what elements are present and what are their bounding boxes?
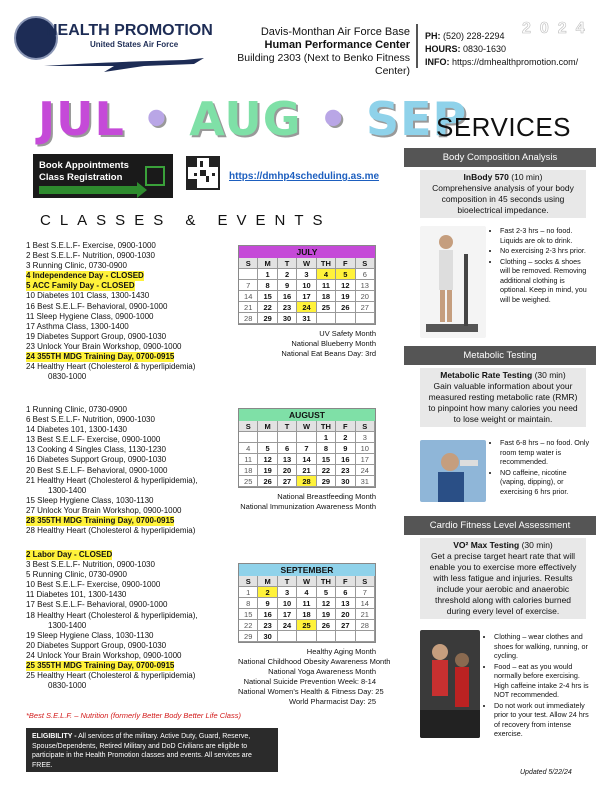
calendar-day: 29 bbox=[317, 476, 336, 487]
service-bullets-vo2 bbox=[484, 632, 590, 740]
logo-title: HEALTH PROMOTION bbox=[46, 22, 213, 39]
service-bar-metabolic: Metabolic Testing bbox=[404, 346, 596, 365]
calendar-day: 21 bbox=[239, 302, 258, 313]
calendar-day: 12 bbox=[258, 454, 277, 465]
calendar-day: 30 bbox=[278, 313, 297, 324]
event-item: 25 355TH MDG Training Day, 0700-0915 bbox=[26, 661, 175, 671]
calendar-day bbox=[317, 631, 336, 642]
book-appointments-button[interactable] bbox=[33, 154, 173, 198]
calendar-grid-box bbox=[238, 408, 376, 488]
service-name: Metabolic Rate Testing bbox=[440, 370, 533, 380]
calendar-day: 25 bbox=[317, 302, 336, 313]
event-item: 11 Diabetes 101, 1300-1430 bbox=[26, 590, 127, 600]
calendar-august bbox=[238, 408, 376, 512]
calendar-day-header: W bbox=[297, 576, 316, 587]
calendar-day-header: M bbox=[258, 421, 277, 432]
phone: (520) 228-2294 bbox=[443, 31, 505, 41]
calendar-day: 19 bbox=[258, 465, 277, 476]
calendar-day: 6 bbox=[356, 269, 375, 280]
service-desc-text: Get a precise target heart rate that will enable you to exercise more effectively with less fatigue and injuries. Results include your aerobic and anaerobic threshold along with calories burned during every level of exercise. bbox=[429, 551, 577, 616]
building-info: Building 2303 (Next to Benko Fitness Center) bbox=[237, 52, 410, 77]
calendar-day-header: T bbox=[278, 576, 297, 587]
calendar-day: 25 bbox=[239, 476, 258, 487]
calendar-day-header: F bbox=[336, 421, 355, 432]
event-item: 2 Labor Day - CLOSED bbox=[26, 550, 113, 559]
event-item: 16 Diabetes Support Group, 0900-1030 bbox=[26, 455, 167, 465]
service-duration: (30 min) bbox=[521, 540, 553, 550]
calendar-day: 18 bbox=[297, 609, 316, 620]
calendar-grid-box bbox=[238, 245, 376, 325]
event-item: 5 Running Clinic, 0730-0900 bbox=[26, 570, 127, 580]
eligibility-label: ELIGIBILITY - bbox=[32, 733, 77, 740]
calendar-day: 4 bbox=[317, 269, 336, 280]
calendar-day: 10 bbox=[356, 443, 375, 454]
calendar-day: 8 bbox=[258, 280, 277, 291]
calendar-day: 15 bbox=[239, 609, 258, 620]
classes-events-title: CLASSES & EVENTS bbox=[40, 212, 332, 229]
service-bullets-inbody bbox=[490, 226, 590, 305]
calendar-day bbox=[356, 313, 375, 324]
calendar-day: 26 bbox=[317, 620, 336, 631]
calendar-day: 15 bbox=[317, 454, 336, 465]
calendar-day: 17 bbox=[356, 454, 375, 465]
base-info bbox=[200, 26, 410, 78]
september-events-list bbox=[26, 550, 226, 691]
calendar-september bbox=[238, 563, 391, 707]
calendar-day: 31 bbox=[297, 313, 316, 324]
event-item: 2 Best S.E.L.F- Nutrition, 0900-1030 bbox=[26, 251, 155, 261]
calendar-day: 22 bbox=[317, 465, 336, 476]
calendar-notes bbox=[238, 492, 376, 512]
august-events-list bbox=[26, 405, 226, 536]
calendar-day-header: S bbox=[356, 258, 375, 269]
calendar-day: 7 bbox=[239, 280, 258, 291]
event-item: 17 Best S.E.L.F- Behavioral, 0900-1000 bbox=[26, 600, 168, 610]
calendar-day: 13 bbox=[278, 454, 297, 465]
calendar-day bbox=[297, 432, 316, 443]
logo-subtitle: United States Air Force bbox=[90, 40, 179, 49]
month-aug: AUG bbox=[189, 92, 302, 146]
observance-note: National Immunization Awareness Month bbox=[240, 502, 376, 511]
calendar-day: 4 bbox=[297, 587, 316, 598]
observance-note: World Pharmacist Day: 25 bbox=[289, 697, 376, 706]
calendar-day: 5 bbox=[317, 587, 336, 598]
calendar-day-header: S bbox=[239, 421, 258, 432]
calendar-day: 2 bbox=[278, 269, 297, 280]
calendar-day: 23 bbox=[278, 302, 297, 313]
calendar-day: 28 bbox=[356, 620, 375, 631]
calendar-day: 24 bbox=[297, 302, 316, 313]
calendar-day: 27 bbox=[336, 620, 355, 631]
updated-date: Updated 5/22/24 bbox=[520, 769, 572, 776]
calendar-day: 11 bbox=[317, 280, 336, 291]
event-item: 1 Running Clinic, 0730-0900 bbox=[26, 405, 127, 414]
calendar-day: 18 bbox=[239, 465, 258, 476]
calendar-day: 28 bbox=[239, 313, 258, 324]
event-item: 5 ACC Family Day - CLOSED bbox=[26, 281, 135, 291]
event-item: 19 Diabetes Support Group, 0900-1030 bbox=[26, 331, 167, 341]
calendar-day: 23 bbox=[336, 465, 355, 476]
service-bullet: • Clothing – wear clothes and shoes for walking, running, or cycling. bbox=[494, 632, 590, 661]
event-item: 3 Running Clinic, 0730-0900 bbox=[26, 261, 127, 271]
service-bullet: • NO caffeine, nicotine (vaping, dipping), or exercising 6 hrs prior. bbox=[500, 468, 590, 497]
calendar-day bbox=[356, 631, 375, 642]
calendar-day: 13 bbox=[356, 280, 375, 291]
event-item: 13 Cooking 4 Singles Class, 1130-1230 bbox=[26, 445, 166, 455]
header-divider bbox=[416, 24, 418, 68]
event-item: 24 Healthy Heart (Cholesterol & hyperlipidemia) bbox=[26, 362, 196, 372]
event-item: 18 Healthy Heart (Cholesterol & hyperlipidemia), bbox=[26, 610, 198, 620]
service-bullet: • Fast 2-3 hrs – no food. Liquids are ok to drink. bbox=[500, 226, 590, 245]
calendar-day-header: S bbox=[239, 258, 258, 269]
calendar-day: 18 bbox=[317, 291, 336, 302]
calendar-day: 21 bbox=[297, 465, 316, 476]
calendar-day: 22 bbox=[239, 620, 258, 631]
info-link[interactable]: https://dmhealthpromotion.com/ bbox=[452, 57, 579, 67]
event-item: 0830-1000 bbox=[48, 681, 87, 691]
calendar-day: 26 bbox=[336, 302, 355, 313]
calendar-day bbox=[297, 631, 316, 642]
event-item: 28 Healthy Heart (Cholesterol & hyperlipidemia) bbox=[26, 526, 196, 536]
calendar-day-header: T bbox=[278, 258, 297, 269]
event-item: 1300-1400 bbox=[48, 485, 87, 495]
event-item: 24 355TH MDG Training Day, 0700-0915 bbox=[26, 352, 175, 362]
event-item: 27 Unlock Your Brain Workshop, 0900-1000 bbox=[26, 505, 182, 515]
observance-note: National Childhood Obesity Awareness Month bbox=[238, 657, 391, 666]
calendar-day: 14 bbox=[356, 598, 375, 609]
service-bar-cardio: Cardio Fitness Level Assessment bbox=[404, 516, 596, 535]
calendar-day: 12 bbox=[336, 280, 355, 291]
observance-note: UV Safety Month bbox=[319, 329, 376, 338]
service-desc-inbody bbox=[420, 170, 586, 218]
calendar-day: 16 bbox=[278, 291, 297, 302]
calendar-day: 26 bbox=[258, 476, 277, 487]
event-item: 13 Best S.E.L.F- Exercise, 0900-1000 bbox=[26, 435, 161, 445]
service-bullet: • Clothing – socks & shoes will be removed. Removing additional clothing is optional. Keep in mind, you will be weighed. bbox=[500, 257, 590, 305]
inbody-photo bbox=[420, 226, 486, 338]
event-item: 16 Best S.E.L.F- Behavioral, 0900-1000 bbox=[26, 301, 168, 311]
calendar-day: 3 bbox=[278, 587, 297, 598]
calendar-day: 25 bbox=[297, 620, 316, 631]
vo2-photo bbox=[420, 630, 480, 738]
calendar-day bbox=[278, 432, 297, 443]
calendar-day: 20 bbox=[356, 291, 375, 302]
calendar-day: 16 bbox=[336, 454, 355, 465]
arrow-icon bbox=[39, 186, 139, 194]
event-item: 10 Best S.E.L.F- Exercise, 0900-1000 bbox=[26, 580, 161, 590]
calendar-day: 19 bbox=[317, 609, 336, 620]
service-duration: (10 min) bbox=[511, 172, 543, 182]
month-jul: JUL bbox=[38, 92, 125, 146]
calendar-day: 30 bbox=[336, 476, 355, 487]
calendar-day-header: TH bbox=[317, 576, 336, 587]
event-item: 17 Asthma Class, 1300-1400 bbox=[26, 321, 129, 331]
calendar-day: 13 bbox=[336, 598, 355, 609]
calendar-day: 24 bbox=[356, 465, 375, 476]
calendar-day: 15 bbox=[258, 291, 277, 302]
observance-note: National Suicide Prevention Week: 8-14 bbox=[243, 677, 376, 686]
calendar-day: 9 bbox=[336, 443, 355, 454]
qr-code-icon[interactable] bbox=[186, 156, 220, 190]
event-item: 20 Diabetes Support Group, 0900-1030 bbox=[26, 640, 167, 650]
event-item: 23 Unlock Your Brain Workshop, 0900-1000 bbox=[26, 341, 182, 351]
month-sep: SEP bbox=[365, 92, 468, 146]
calendar-day: 28 bbox=[297, 476, 316, 487]
event-item: 10 Diabetes 101 Class, 1300-1430 bbox=[26, 291, 150, 301]
calendar-notes bbox=[238, 647, 391, 707]
calendar-day: 5 bbox=[336, 269, 355, 280]
service-bullets-metabolic bbox=[490, 438, 590, 497]
service-name: VO² Max Testing bbox=[453, 540, 520, 550]
calendar-day: 11 bbox=[297, 598, 316, 609]
calendar-icon bbox=[145, 166, 165, 186]
calendar-day-header: W bbox=[297, 421, 316, 432]
july-events-list bbox=[26, 241, 226, 382]
calendar-day-header: W bbox=[297, 258, 316, 269]
calendar-day-header: F bbox=[336, 576, 355, 587]
calendar-month-title: JULY bbox=[239, 246, 375, 258]
calendar-day: 5 bbox=[258, 443, 277, 454]
calendar-day: 1 bbox=[317, 432, 336, 443]
calendar-day-header: S bbox=[356, 421, 375, 432]
calendar-day: 3 bbox=[297, 269, 316, 280]
calendar-day: 3 bbox=[356, 432, 375, 443]
calendar-day: 29 bbox=[239, 631, 258, 642]
jet-icon bbox=[44, 52, 204, 74]
event-item: 1 Best S.E.L.F- Exercise, 0900-1000 bbox=[26, 241, 156, 250]
calendar-day bbox=[317, 313, 336, 324]
base-name: Davis-Monthan Air Force Base bbox=[260, 26, 410, 38]
event-item: 1300-1400 bbox=[48, 620, 87, 630]
calendar-day: 16 bbox=[258, 609, 277, 620]
event-item: 11 Sleep Hygiene Class, 0900-1000 bbox=[26, 311, 154, 321]
calendar-day: 27 bbox=[278, 476, 297, 487]
calendar-day: 10 bbox=[297, 280, 316, 291]
service-bullet: • Do not work out immediately prior to your test. Allow 24 hrs of recovery from intense exercise. bbox=[494, 701, 590, 739]
calendar-day bbox=[239, 432, 258, 443]
service-bullet: • Food – eat as you would normally before exercising. High caffeine intake 2-4 hrs is NOT recommended. bbox=[494, 662, 590, 700]
calendar-day-header: M bbox=[258, 576, 277, 587]
calendar-day: 29 bbox=[258, 313, 277, 324]
calendar-day: 14 bbox=[297, 454, 316, 465]
months-banner bbox=[38, 92, 467, 146]
book-line2: Class Registration bbox=[39, 172, 123, 183]
calendar-day: 10 bbox=[278, 598, 297, 609]
event-item: 19 Sleep Hygiene Class, 1030-1130 bbox=[26, 630, 154, 640]
calendar-notes bbox=[238, 329, 376, 359]
scheduling-link[interactable]: https://dmhp4scheduling.as.me bbox=[229, 171, 380, 182]
calendar-day-header: TH bbox=[317, 258, 336, 269]
service-desc-text: Gain valuable information about your measured resting metabolic rate (RMR) to pinpoint how many calories you need to lose weight or maintain. bbox=[428, 381, 578, 424]
observance-note: National Yoga Awareness Month bbox=[268, 667, 376, 676]
metabolic-photo bbox=[420, 440, 486, 502]
calendar-day-header: S bbox=[239, 576, 258, 587]
calendar-day: 17 bbox=[297, 291, 316, 302]
calendar-day-header: TH bbox=[317, 421, 336, 432]
observance-note: National Blueberry Month bbox=[291, 339, 376, 348]
calendar-day: 14 bbox=[239, 291, 258, 302]
event-item: 4 Independence Day - CLOSED bbox=[26, 271, 144, 281]
service-bar-body-composition: Body Composition Analysis bbox=[404, 148, 596, 167]
observance-note: National Breastfeeding Month bbox=[277, 492, 376, 501]
calendar-day: 31 bbox=[356, 476, 375, 487]
calendar-day: 11 bbox=[239, 454, 258, 465]
calendar-day: 21 bbox=[356, 609, 375, 620]
calendar-day: 23 bbox=[258, 620, 277, 631]
calendar-day: 19 bbox=[336, 291, 355, 302]
event-item: 6 Best S.E.L.F- Nutrition, 0900-1030 bbox=[26, 415, 155, 425]
calendar-day: 22 bbox=[258, 302, 277, 313]
service-desc-vo2 bbox=[420, 538, 586, 619]
calendar-day: 4 bbox=[239, 443, 258, 454]
calendar-day: 24 bbox=[278, 620, 297, 631]
calendar-day: 1 bbox=[239, 587, 258, 598]
event-item: 3 Best S.E.L.F- Nutrition, 0900-1030 bbox=[26, 560, 155, 570]
month-separator: • bbox=[318, 92, 349, 146]
calendar-day: 8 bbox=[239, 598, 258, 609]
calendar-grid-box bbox=[238, 563, 376, 643]
calendar-day: 20 bbox=[278, 465, 297, 476]
services-title: SERVICES bbox=[436, 112, 572, 142]
info-label: INFO: bbox=[425, 57, 450, 67]
event-item: 14 Diabetes 101, 1300-1430 bbox=[26, 425, 127, 435]
calendar-day-header: M bbox=[258, 258, 277, 269]
event-item: 20 Best S.E.L.F- Behavioral, 0900-1000 bbox=[26, 465, 168, 475]
calendar-day: 30 bbox=[258, 631, 277, 642]
calendar-day: 9 bbox=[278, 280, 297, 291]
calendar-day: 2 bbox=[258, 587, 277, 598]
event-item: 21 Healthy Heart (Cholesterol & hyperlipidemia), bbox=[26, 475, 198, 485]
service-desc-metabolic bbox=[420, 368, 586, 427]
year: 2024 bbox=[522, 20, 594, 37]
phone-label: PH: bbox=[425, 31, 441, 41]
calendar-day bbox=[258, 432, 277, 443]
calendar-day bbox=[336, 313, 355, 324]
calendar-day bbox=[278, 631, 297, 642]
month-separator: • bbox=[141, 92, 173, 146]
observance-note: National Eat Beans Day: 3rd bbox=[281, 349, 376, 358]
calendar-day-header: T bbox=[278, 421, 297, 432]
event-item: 0830-1000 bbox=[48, 372, 87, 382]
calendar-day bbox=[239, 269, 258, 280]
health-promotion-logo bbox=[10, 14, 213, 78]
calendar-month-title: AUGUST bbox=[239, 409, 375, 421]
hours-label: HOURS: bbox=[425, 44, 461, 54]
calendar-day: 7 bbox=[356, 587, 375, 598]
event-item: 28 355TH MDG Training Day, 0700-0915 bbox=[26, 516, 175, 526]
event-item: 15 Sleep Hygiene Class, 1030-1130 bbox=[26, 495, 154, 505]
calendar-day: 6 bbox=[278, 443, 297, 454]
calendar-month-title: SEPTEMBER bbox=[239, 564, 375, 576]
event-item: 25 Healthy Heart (Cholesterol & hyperlipidemia) bbox=[26, 671, 196, 681]
observance-note: Healthy Aging Month bbox=[306, 647, 376, 656]
service-bullet: • No exercising 2-3 hrs prior. bbox=[500, 246, 590, 256]
service-duration: (30 min) bbox=[534, 370, 566, 380]
book-line1: Book Appointments bbox=[39, 160, 129, 171]
calendar-day-header: F bbox=[336, 258, 355, 269]
service-desc-text: Comprehensive analysis of your body composition in 45 seconds using bioelectrical impedance. bbox=[432, 183, 574, 215]
calendar-day: 6 bbox=[336, 587, 355, 598]
calendar-day bbox=[336, 631, 355, 642]
calendar-day: 1 bbox=[258, 269, 277, 280]
service-name: InBody 570 bbox=[463, 172, 509, 182]
eligibility-box bbox=[26, 728, 278, 772]
event-item: 24 Unlock Your Brain Workshop, 0900-1000 bbox=[26, 650, 182, 660]
calendar-july bbox=[238, 245, 376, 359]
center-name: Human Performance Center bbox=[264, 39, 410, 51]
footnote: *Best S.E.L.F. – Nutrition (formerly Better Body Better Life Class) bbox=[26, 711, 241, 720]
service-bullet: • Fast 6-8 hrs – no food. Only room temp water is recommended. bbox=[500, 438, 590, 467]
calendar-day: 12 bbox=[317, 598, 336, 609]
eligibility-text: All services of the military. Active Duty, Guard, Reserve, Spouse/Dependents, Retired Military and DoD Civilians are eligible to participate in the Health Promotion classes and events. All services are FREE. bbox=[32, 733, 252, 769]
observance-note: National Women’s Health & Fitness Day: 25 bbox=[238, 687, 384, 696]
calendar-day: 8 bbox=[317, 443, 336, 454]
calendar-day: 27 bbox=[356, 302, 375, 313]
calendar-day: 17 bbox=[278, 609, 297, 620]
calendar-day: 9 bbox=[258, 598, 277, 609]
calendar-day: 7 bbox=[297, 443, 316, 454]
calendar-day-header: S bbox=[356, 576, 375, 587]
calendar-day: 2 bbox=[336, 432, 355, 443]
calendar-day: 20 bbox=[336, 609, 355, 620]
hours: 0830-1630 bbox=[463, 44, 507, 54]
